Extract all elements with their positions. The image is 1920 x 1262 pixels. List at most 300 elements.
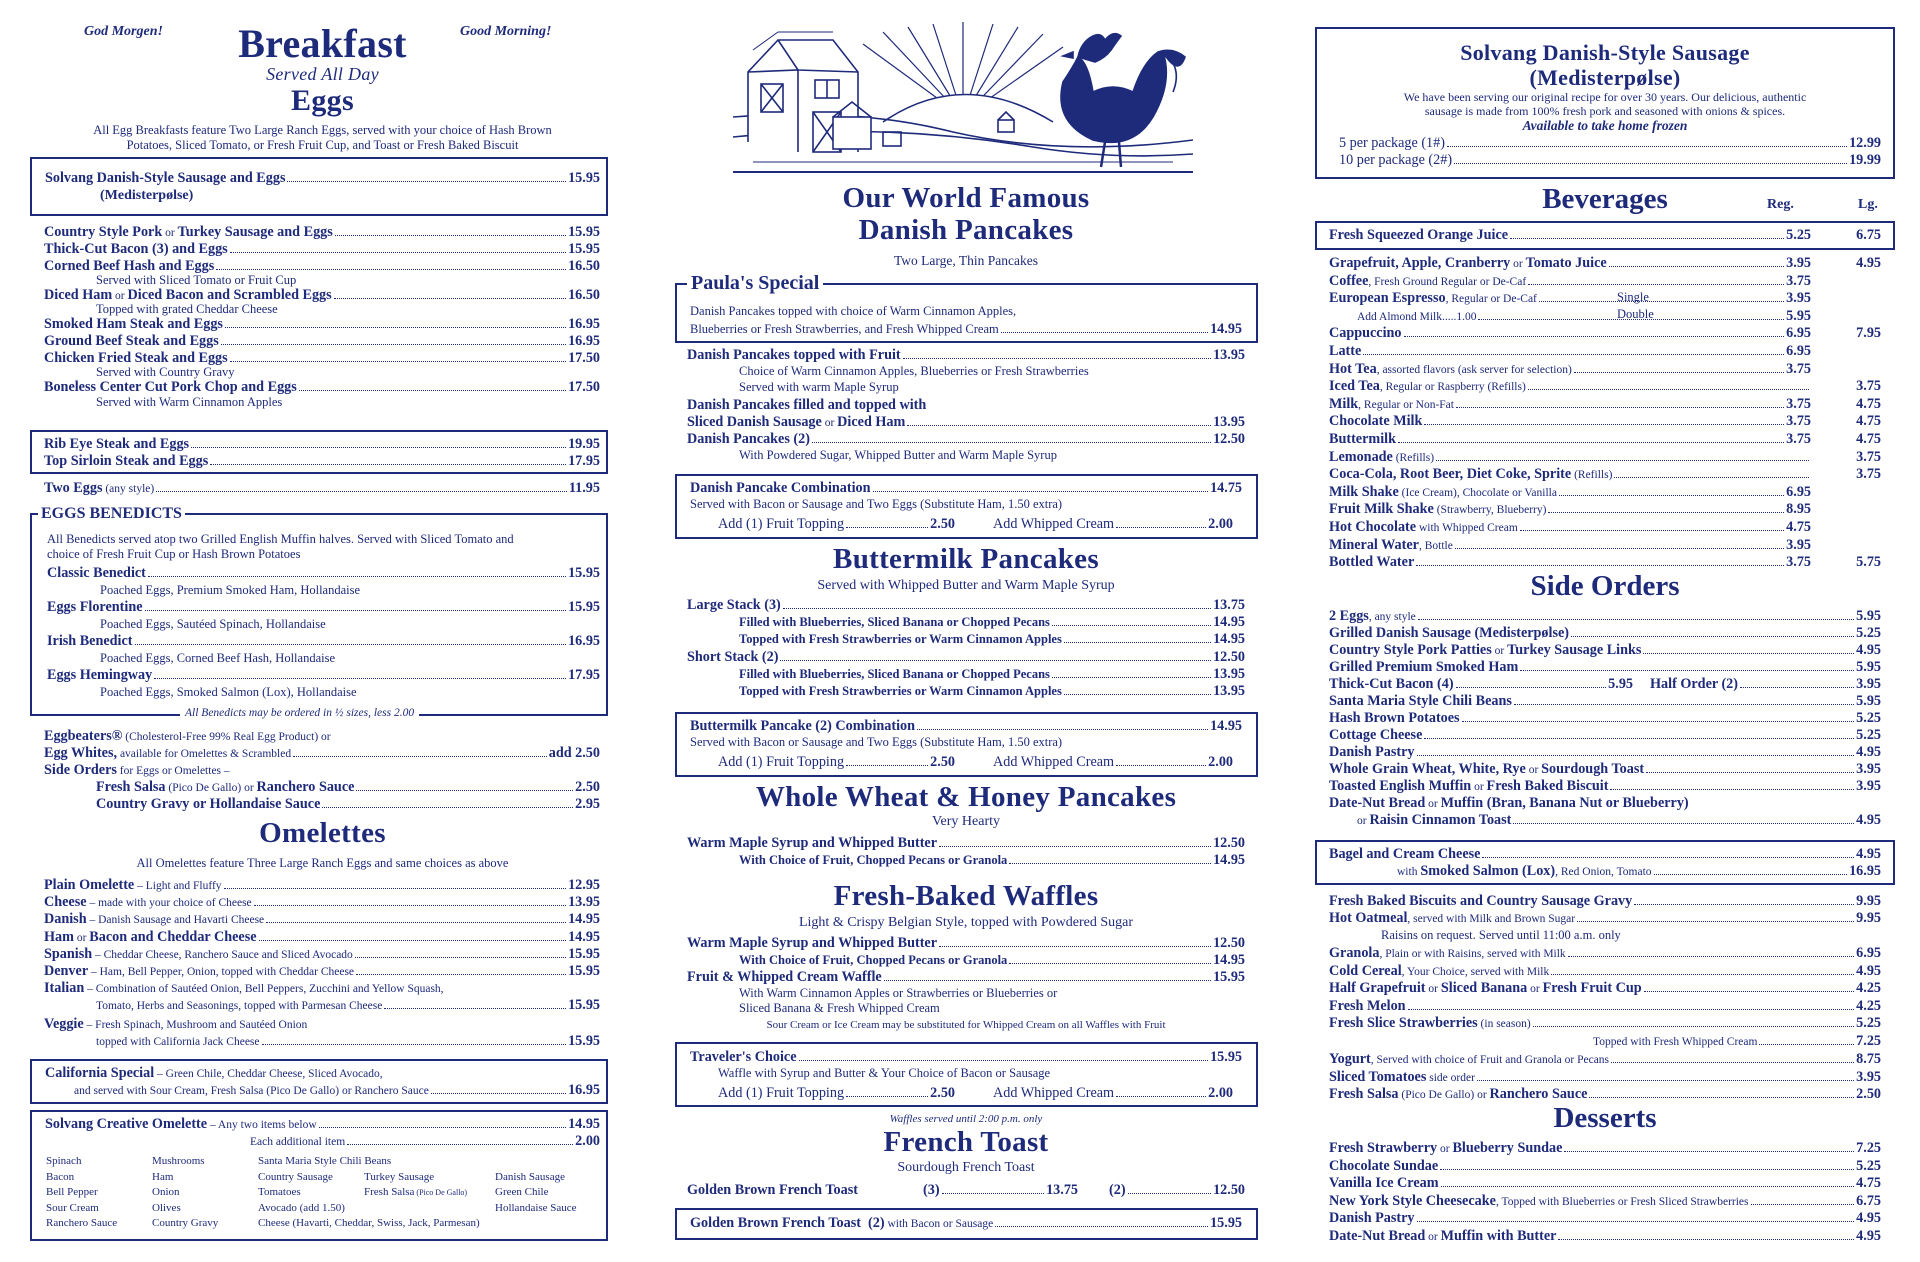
item-name: Bagel and Cream Cheese [1329, 846, 1481, 862]
item-name: Denver [44, 963, 89, 979]
item-note: (Refills) [1571, 469, 1613, 482]
item-name: 2 Eggs [1329, 608, 1369, 624]
item-price: 15.95 [568, 241, 600, 257]
item-note: Add Almond Milk.....1.00 [1357, 310, 1477, 323]
item-name: Add Whipped Cream [993, 516, 1115, 532]
ingredient: Green Chile [495, 1186, 549, 1198]
item-name: Fresh Baked Biscuits and Country Sausage Gravy [1329, 893, 1633, 909]
item-note: (Pico De Gallo) or [165, 782, 257, 794]
item-price: 4.95 [1856, 1210, 1881, 1226]
item-price: 14.95 [568, 928, 600, 945]
item-price-large: 4.75 [1856, 395, 1881, 412]
menu-item [96, 796, 600, 813]
menu-item [993, 1085, 1233, 1102]
item-name: Add (1) Fruit Topping [718, 1085, 845, 1101]
benedicts-intro-line: choice of Fresh Fruit Cup or Hash Brown Potatoes [47, 547, 301, 561]
item-note: , Red Onion, Tomato [1555, 866, 1652, 878]
waffles-until-note: Waffles served until 2:00 p.m. only [889, 1113, 1043, 1125]
item-note: – Light and Fluffy [134, 880, 222, 892]
item-name: Latte [1329, 343, 1362, 359]
item-note: , Served with choice of Fruit and Granola or Pecans [1370, 1054, 1610, 1066]
pancakes-column [673, 0, 1259, 1262]
item-price: 6.95 [1786, 343, 1811, 359]
item-note: , assorted flavors (ask server for selection) [1376, 363, 1572, 376]
item-price: 3.95 [1786, 290, 1811, 307]
item-price: 6.75 [1856, 1192, 1881, 1209]
item-price: 14.95 [568, 1116, 600, 1132]
item-note: with Bacon or Sausage [884, 1218, 994, 1230]
item-name: Turkey Sausage and Eggs [177, 224, 333, 240]
item-name: Coffee [1329, 272, 1369, 289]
item-note: or [1437, 1143, 1453, 1155]
item-note: (Pico De Gallo) [414, 1188, 468, 1197]
item-price: 15.95 [568, 170, 600, 186]
menu-item [1329, 325, 1881, 342]
item-name: Sliced Banana [1440, 980, 1528, 996]
menu-item [44, 745, 600, 763]
ingredient: Country Sausage [258, 1170, 333, 1183]
item-note: with [1397, 866, 1421, 878]
item-price: 16.95 [1849, 863, 1881, 879]
menu-item [44, 877, 600, 895]
item-note: or [1357, 815, 1370, 827]
item-price: 16.50 [568, 258, 600, 274]
ingredient: Country Gravy [152, 1217, 219, 1229]
item-price: 12.50 [1213, 935, 1245, 951]
item-note: Topped with Fresh Whipped Cream [1593, 1036, 1758, 1048]
item-price: 6.95 [1786, 325, 1811, 342]
item-name: Cottage Cheese [1329, 727, 1423, 743]
item-name: Fresh Fruit Cup [1542, 980, 1642, 996]
item-note: , Regular or De-Caf [1445, 293, 1537, 306]
item-name: Smoked Salmon (Lox) [1420, 863, 1556, 879]
menu-item [739, 666, 1245, 683]
menu-item [1329, 1086, 1881, 1104]
ingredient: Bell Pepper [46, 1186, 98, 1198]
item-name: Add (1) Fruit Topping [718, 754, 845, 770]
menu-item [44, 762, 600, 780]
item-name: Chicken Fried Steak and Eggs [44, 350, 228, 366]
item-note: Served with Bacon or Sausage and Two Eggs (Substitute Ham, 1.50 extra) [690, 497, 1063, 511]
item-name: Boneless Center Cut Pork Chop and Eggs [44, 379, 297, 395]
item-name: Golden Brown French Toast [690, 1215, 861, 1231]
item-price: 4.25 [1856, 980, 1881, 996]
menu-item [690, 480, 1242, 497]
item-price: 12.99 [1849, 135, 1881, 151]
item-note: or [1425, 1230, 1441, 1243]
item-name: California Special [45, 1065, 155, 1081]
item-name: Muffin with Butter [1440, 1227, 1557, 1244]
item-name: Italian [44, 980, 85, 996]
item-price: 4.95 [1856, 744, 1881, 760]
item-price: 15.95 [568, 945, 600, 962]
menu-item [739, 683, 1245, 700]
item-name: 5 per package (1#) [1339, 135, 1445, 151]
menu-item [690, 1049, 1242, 1066]
menu-item [44, 911, 600, 929]
item-note: , any style [1368, 611, 1416, 623]
item-sub: (Medisterpølse) [100, 188, 194, 203]
item-note: Poached Eggs, Sautéed Spinach, Hollandaise [100, 617, 326, 631]
menu-item [44, 224, 600, 242]
item-price-large: 5.75 [1856, 554, 1881, 571]
item-name: Classic Benedict [47, 565, 146, 581]
item-name: Country Style Pork [44, 224, 163, 240]
ingredient: Spinach [46, 1155, 82, 1167]
item-name: Grilled Danish Sausage (Medisterpølse) [1329, 625, 1570, 641]
item-note: Choice of Warm Cinnamon Apples, Blueberries or Fresh Strawberries [739, 364, 1089, 378]
eggs-heading: Eggs [291, 84, 354, 117]
menu-item [1329, 893, 1881, 910]
menu-item [44, 1016, 600, 1034]
item-name: Topped with Fresh Strawberries or Warm Cinnamon Apples [739, 632, 1062, 646]
buttermilk-heading: Buttermilk Pancakes [833, 543, 1099, 575]
ingredient: Tomatoes [258, 1186, 301, 1198]
item-price: 5.95 [1786, 307, 1811, 324]
item-note: or [1527, 983, 1543, 995]
item-name: Ground Beef Steak and Eggs [44, 333, 219, 349]
menu-item [1329, 676, 1633, 693]
item-note: (any style) [102, 483, 155, 495]
menu-item [1329, 998, 1881, 1015]
ingredient: Turkey Sausage [364, 1170, 435, 1183]
menu-item [1329, 1228, 1881, 1246]
item-price: 14.95 [568, 911, 600, 928]
menu-item [1329, 290, 1881, 308]
item-price: 5.25 [1856, 1015, 1881, 1031]
item-price: 13.95 [1213, 666, 1245, 682]
item-note: or [1471, 781, 1487, 793]
item-price: 4.95 [1856, 962, 1881, 979]
item-price: 2.00 [1208, 1085, 1233, 1101]
menu-item [44, 316, 600, 333]
ingredient: Danish Sausage [495, 1170, 565, 1183]
menu-item [687, 835, 1245, 852]
item-note: With Warm Cinnamon Apples or Strawberries or Blueberries or [739, 986, 1058, 1000]
ingredient: Sour Cream [46, 1201, 99, 1214]
item-name: Side Orders [44, 762, 117, 778]
item-name: Tomato Juice [1525, 255, 1607, 271]
single-label: Single [1617, 290, 1649, 304]
beverages-heading: Beverages [1542, 183, 1668, 215]
item-name: Diced Ham [44, 287, 113, 303]
item-name: Fresh Melon [1329, 997, 1406, 1014]
menu-item [1329, 795, 1881, 813]
item-name: Diced Bacon and Scrambled Eggs [127, 287, 332, 303]
menu-item [44, 894, 600, 912]
sausage-title-1: Solvang Danish-Style Sausage [1460, 40, 1750, 65]
item-name: Fresh Baked Biscuit [1486, 778, 1609, 794]
menu-item [44, 946, 600, 964]
item-note: Waffle with Syrup and Butter & Your Choice of Bacon or Sausage [718, 1066, 1051, 1080]
item-note: – Danish Sausage and Havarti Cheese [86, 914, 265, 927]
menu-item [687, 431, 1245, 448]
item-note: , Regular or Raspberry (Refills) [1379, 381, 1526, 394]
item-note: or [112, 290, 128, 302]
menu-item [739, 614, 1245, 631]
menu-item [250, 1133, 600, 1151]
menu-item [45, 1116, 600, 1134]
item-note: or [1525, 764, 1542, 776]
reg-label: Reg. [1767, 197, 1794, 212]
item-name: Short Stack (2) [687, 649, 779, 665]
ingredient: Bacon [46, 1170, 75, 1183]
item-name: Hash Brown Potatoes [1329, 710, 1460, 726]
menu-item [1329, 625, 1881, 642]
item-name: Fresh Salsa [1329, 1086, 1399, 1102]
item-note: (Ice Cream), Chocolate or Vanilla [1398, 486, 1557, 499]
item-note: , Regular or Non-Fat [1358, 398, 1454, 411]
menu-item [1329, 744, 1881, 761]
item-price-large: 6.75 [1856, 227, 1881, 243]
menu-item [1329, 846, 1881, 863]
item-note: Blueberries or Fresh Strawberries, and Fresh Whipped Cream [690, 322, 999, 336]
item-price: 14.95 [1213, 614, 1245, 630]
item-name: Bacon and Cheddar Cheese [89, 928, 257, 945]
menu-item [690, 718, 1242, 735]
menu-item [1329, 642, 1881, 660]
item-note: , Fresh Ground Regular or De-Caf [1368, 275, 1527, 288]
item-name: Date-Nut Bread [1329, 795, 1426, 811]
item-note: Danish Pancakes topped with choice of Warm Cinnamon Apples, [690, 304, 1017, 318]
item-name: Country Style Pork Patties [1329, 642, 1492, 658]
item-note: Each additional item [250, 1136, 346, 1148]
danish-pancakes-subtitle: Two Large, Thin Pancakes [893, 253, 1039, 268]
menu-item [44, 480, 600, 498]
item-name: Bottled Water [1329, 554, 1415, 571]
menu-item [1329, 361, 1881, 379]
item-name: Grilled Premium Smoked Ham [1329, 659, 1519, 675]
item-qty: (3) [923, 1182, 940, 1198]
item-price: 19.95 [568, 436, 600, 452]
item-price: 2.50 [575, 779, 600, 795]
item-note: Tomato, Herbs and Seasonings, topped with Parmesan Cheese [96, 1000, 383, 1012]
item-note: Poached Eggs, Corned Beef Hash, Hollandaise [100, 651, 336, 665]
item-note: Sliced Banana & Fresh Whipped Cream [739, 1001, 940, 1015]
item-note: , served with Milk and Brown Sugar [1407, 913, 1576, 925]
item-price-large: 7.95 [1856, 325, 1881, 342]
menu-item [1329, 1158, 1881, 1175]
item-price-large: 3.75 [1856, 378, 1881, 395]
item-name: Smoked Ham Steak and Eggs [44, 316, 223, 332]
menu-item [687, 347, 1245, 364]
item-price: 5.25 [1786, 227, 1811, 243]
item-note: Poached Eggs, Premium Smoked Ham, Hollandaise [100, 583, 361, 597]
menu-item [44, 963, 600, 981]
waffles-heading: Fresh-Baked Waffles [833, 880, 1099, 912]
menu-item [1329, 1015, 1881, 1033]
item-name: Hot Tea [1329, 360, 1377, 377]
item-name: Yogurt [1329, 1051, 1371, 1067]
item-price: 3.75 [1786, 360, 1811, 377]
item-note: – Any two items below [207, 1119, 317, 1131]
sausage-desc: sausage is made from 100% fresh pork and seasoned with onions & spices. [1424, 104, 1786, 118]
item-name: Golden Brown French Toast [687, 1182, 858, 1198]
item-note: With Powdered Sugar, Whipped Butter and Warm Maple Syrup [739, 448, 1057, 462]
item-note: for Eggs or Omelettes – [116, 765, 230, 777]
item-price: 14.75 [1210, 480, 1242, 496]
menu-item [45, 170, 600, 187]
menu-item [1329, 1175, 1881, 1192]
menu-item [1329, 1069, 1881, 1087]
item-name: Toasted English Muffin [1329, 778, 1472, 794]
item-name: Danish Pastry [1329, 1210, 1415, 1226]
item-name: Vanilla Ice Cream [1329, 1175, 1439, 1191]
item-price: 15.95 [568, 565, 600, 581]
item-note: (Cholesterol-Free 99% Real Egg Product) or [122, 731, 331, 743]
menu-item [1339, 152, 1881, 169]
item-name: Fruit Milk Shake [1329, 501, 1434, 518]
eggs-intro-line: All Egg Breakfasts feature Two Large Ranch Eggs, served with your choice of Hash Brown [93, 123, 552, 137]
item-price-large: 4.75 [1856, 431, 1881, 447]
barn-rooster-illustration [733, 22, 1193, 182]
item-name: Whole Grain Wheat, White, Rye [1329, 761, 1526, 777]
item-price: 2.00 [1208, 516, 1233, 532]
item-name: Large Stack (3) [687, 597, 781, 613]
menu-item [1357, 812, 1881, 830]
item-price: 4.95 [1856, 642, 1881, 658]
item-price: 2.00 [575, 1133, 600, 1149]
god-morgen-text: God Morgen! [84, 24, 163, 39]
menu-item [44, 379, 600, 396]
item-name: Warm Maple Syrup and Whipped Butter [687, 935, 938, 951]
item-name: Thick-Cut Bacon (4) [1329, 676, 1454, 692]
menu-item [1329, 501, 1881, 519]
menu-item [1650, 676, 1881, 693]
menu-item [687, 969, 1245, 986]
take-home-note: Available to take home frozen [1522, 118, 1688, 133]
item-price-large: 4.75 [1856, 413, 1881, 430]
menu-item [687, 597, 1245, 614]
item-name: Chocolate Sundae [1329, 1157, 1439, 1174]
item-note: or [73, 931, 90, 944]
benedicts-footer: All Benedicts may be ordered in ½ sizes, less 2.00 [180, 707, 419, 719]
menu-item [44, 241, 600, 258]
item-price: 7.25 [1856, 1033, 1881, 1049]
item-name: Buttermilk Pancake (2) Combination [690, 718, 916, 734]
ingredient: Fresh Salsa (Pico De Gallo) [364, 1186, 468, 1198]
beverages-column [1315, 0, 1895, 1262]
menu-item [993, 754, 1233, 771]
menu-item [1329, 761, 1881, 779]
item-name: Add Whipped Cream [993, 754, 1115, 770]
menu-item [44, 333, 600, 350]
item-name: Eggs Hemingway [47, 667, 153, 683]
item-name: Hot Oatmeal [1329, 910, 1408, 926]
menu-item [45, 1065, 600, 1083]
item-name: Coca-Cola, Root Beer, Diet Coke, Sprite [1329, 466, 1572, 483]
ingredient: Ham [152, 1170, 174, 1183]
ingredient: Avocado (add 1.50) [258, 1201, 345, 1214]
item-name: Solvang Danish-Style Sausage and Eggs [45, 170, 286, 186]
item-price: 14.95 [1213, 852, 1245, 868]
item-price: 4.95 [1856, 1227, 1881, 1244]
item-price: 3.95 [1856, 778, 1881, 794]
menu-item [687, 414, 1245, 432]
item-price: 3.75 [1786, 413, 1811, 430]
ingredient: Hollandaise Sauce [495, 1201, 577, 1214]
item-note: (Pico De Gallo) or [1398, 1089, 1490, 1101]
item-price: 5.95 [1856, 608, 1881, 624]
item-price: 3.95 [1856, 676, 1881, 692]
menu-item [1329, 484, 1881, 502]
menu-item [1329, 396, 1881, 414]
item-name: Fruit & Whipped Cream Waffle [687, 969, 882, 985]
item-note: – Ham, Bell Pepper, Onion, topped with Cheddar Cheese [88, 966, 355, 978]
eggs-intro-line: Potatoes, Sliced Tomato, or Fresh Fruit Cup, and Toast or Fresh Baked Biscuit [126, 138, 519, 152]
omelettes-intro: All Omelettes feature Three Large Ranch Eggs and same choices as above [136, 856, 509, 870]
menu-item [1329, 945, 1881, 963]
served-all-day: Served All Day [266, 64, 379, 84]
item-price: 13.95 [1213, 347, 1245, 363]
item-price: 17.50 [568, 379, 600, 395]
item-price: 15.95 [568, 963, 600, 979]
item-price: 6.95 [1786, 483, 1811, 500]
item-price: 12.50 [1213, 835, 1245, 851]
item-name: Turkey Sausage Links [1507, 642, 1642, 658]
item-price: 16.95 [568, 333, 600, 349]
desserts-heading: Desserts [1553, 1102, 1657, 1134]
item-name: Danish Pancakes (2) [687, 431, 810, 447]
menu-item [687, 649, 1245, 666]
menu-item [47, 565, 600, 582]
menu-item [718, 516, 955, 533]
item-note: (Strawberry, Blueberry) [1433, 504, 1547, 517]
menu-item [1329, 343, 1881, 360]
item-note: or [821, 417, 838, 429]
item-note: (in season) [1477, 1018, 1531, 1030]
menu-item [923, 1182, 1078, 1199]
item-price: 3.95 [1856, 1068, 1881, 1085]
item-name: Raisin Cinnamon Toast [1369, 812, 1512, 828]
item-price: 2.50 [930, 516, 955, 532]
ingredient: Santa Maria Style Chili Beans [258, 1155, 392, 1167]
item-name: Topped with Fresh Strawberries or Warm Cinnamon Apples [739, 684, 1062, 698]
item-name: Lemonade [1329, 448, 1393, 465]
item-price: 4.25 [1856, 997, 1881, 1014]
menu-item [47, 633, 600, 650]
menu-item [1329, 449, 1881, 467]
paulas-special-heading: Paula's Special [687, 272, 823, 295]
menu-item [1329, 659, 1881, 676]
item-name: Traveler's Choice [690, 1049, 797, 1065]
menu-item [739, 852, 1245, 869]
item-name: Filled with Blueberries, Sliced Banana or Chopped Pecans [739, 667, 1050, 681]
menu-item [1339, 135, 1881, 152]
item-name: Blueberry Sundae [1452, 1140, 1563, 1156]
lg-label: Lg. [1858, 197, 1878, 212]
item-name: Fresh Squeezed Orange Juice [1329, 227, 1509, 243]
item-price: 2.00 [1208, 754, 1233, 770]
item-price-large: 3.75 [1856, 466, 1881, 483]
menu-item [1329, 554, 1881, 571]
menu-item [96, 997, 600, 1015]
item-price: 12.50 [1213, 431, 1245, 447]
menu-item [96, 1033, 600, 1051]
item-name: Date-Nut Bread [1329, 1227, 1426, 1244]
french-toast-heading: French Toast [883, 1126, 1049, 1158]
item-note: , Your Choice, served with Milk [1401, 965, 1550, 978]
menu-item [1593, 1033, 1881, 1051]
breakfast-column [30, 0, 615, 1262]
whole-wheat-subtitle: Very Hearty [931, 814, 1001, 829]
item-note: – Fresh Spinach, Mushroom and Sautéed Onion [83, 1019, 308, 1031]
item-name: With Choice of Fruit, Chopped Pecans or Granola [739, 853, 1008, 867]
good-morning-text: Good Morning! [460, 24, 552, 39]
item-price: 3.95 [1856, 761, 1881, 777]
item-price: 4.75 [1856, 1175, 1881, 1191]
item-name: Danish [44, 911, 87, 928]
